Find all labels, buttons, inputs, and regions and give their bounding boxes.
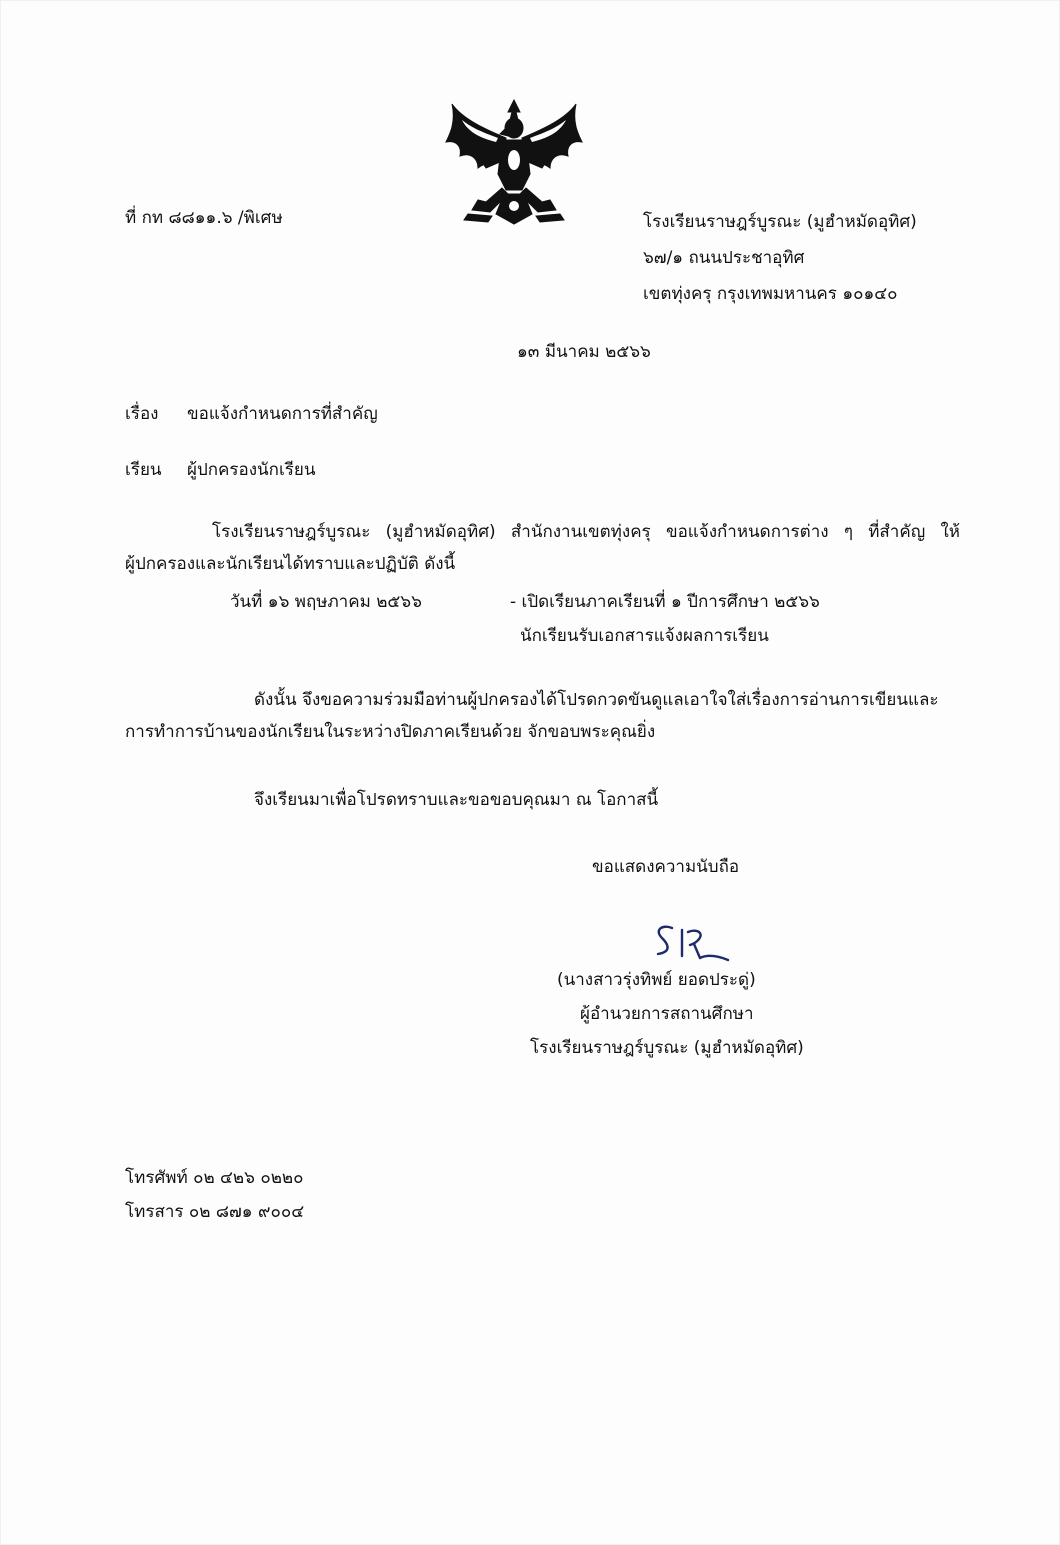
- signatory-position: ผู้อำนวยการสถานศึกษา: [580, 1004, 754, 1024]
- paragraph-1-line-1: [212, 520, 960, 544]
- schedule-event-line-2: นักเรียนรับเอกสารแจ้งผลการเรียน: [520, 626, 769, 646]
- closing-salutation: ขอแสดงความนับถือ: [592, 857, 740, 877]
- garuda-emblem-icon: [442, 98, 586, 230]
- paragraph-1-word: ขอแจ้งกำหนดการต่าง: [665, 522, 829, 542]
- phone-number: โทรศัพท์ ๐๒ ๔๒๖ ๐๒๒๐: [125, 1168, 304, 1188]
- paragraph-2-line-2: การทำการบ้านของนักเรียนในระหว่างปิดภาคเรียนด้วย จักขอบพระคุณยิ่ง: [125, 722, 656, 742]
- paragraph-1-word: ที่สำคัญ: [868, 522, 926, 542]
- paragraph-1-word: (มูฮำหมัดอุทิศ): [385, 522, 496, 542]
- reference-number: ที่ กท ๘๘๑๑.๖ /พิเศษ: [125, 208, 283, 228]
- letter-date: ๑๓ มีนาคม ๒๕๖๖: [517, 342, 651, 362]
- sender-school-name: โรงเรียนราษฎร์บูรณะ (มูฮำหมัดอุทิศ): [643, 212, 917, 232]
- schedule-date: วันที่ ๑๖ พฤษภาคม ๒๕๖๖: [230, 592, 422, 612]
- paragraph-1-word: โรงเรียนราษฎร์บูรณะ: [212, 522, 371, 542]
- subject-label: เรื่อง: [125, 404, 159, 424]
- recipient-text: ผู้ปกครองนักเรียน: [187, 460, 316, 480]
- paragraph-1-line-2: ผู้ปกครองและนักเรียนได้ทราบและปฏิบัติ ดังนี้: [125, 554, 456, 574]
- subject-text: ขอแจ้งกำหนดการที่สำคัญ: [187, 404, 378, 424]
- paragraph-1-word: สำนักงานเขตทุ่งครุ: [510, 522, 651, 542]
- recipient-label: เรียน: [125, 460, 162, 480]
- paragraph-1-word: ๆ: [843, 522, 853, 542]
- paragraph-1-word: ให้: [940, 522, 960, 542]
- sender-address-line1: ๖๗/๑ ถนนประชาอุทิศ: [643, 248, 805, 268]
- sender-address-line2: เขตทุ่งครุ กรุงเทพมหานคร ๑๐๑๔๐: [643, 284, 898, 304]
- paragraph-2-line-1: ดังนั้น จึงขอความร่วมมือท่านผู้ปกครองได้โปรดกวดขันดูแลเอาใจใส่เรื่องการอ่านการเขียนและ: [254, 690, 939, 710]
- schedule-event-line-1: - เปิดเรียนภาคเรียนที่ ๑ ปีการศึกษา ๒๕๖๖: [510, 592, 820, 612]
- closing-paragraph: จึงเรียนมาเพื่อโปรดทราบและขอขอบคุณมา ณ โอกาสนี้: [254, 790, 659, 810]
- signatory-name: (นางสาวรุ่งทิพย์ ยอดประดู่): [557, 970, 756, 990]
- signatory-school: โรงเรียนราษฎร์บูรณะ (มูฮำหมัดอุทิศ): [530, 1038, 804, 1058]
- fax-number: โทรสาร ๐๒ ๘๗๑ ๙๐๐๔: [125, 1202, 305, 1222]
- handwritten-signature: [648, 922, 738, 966]
